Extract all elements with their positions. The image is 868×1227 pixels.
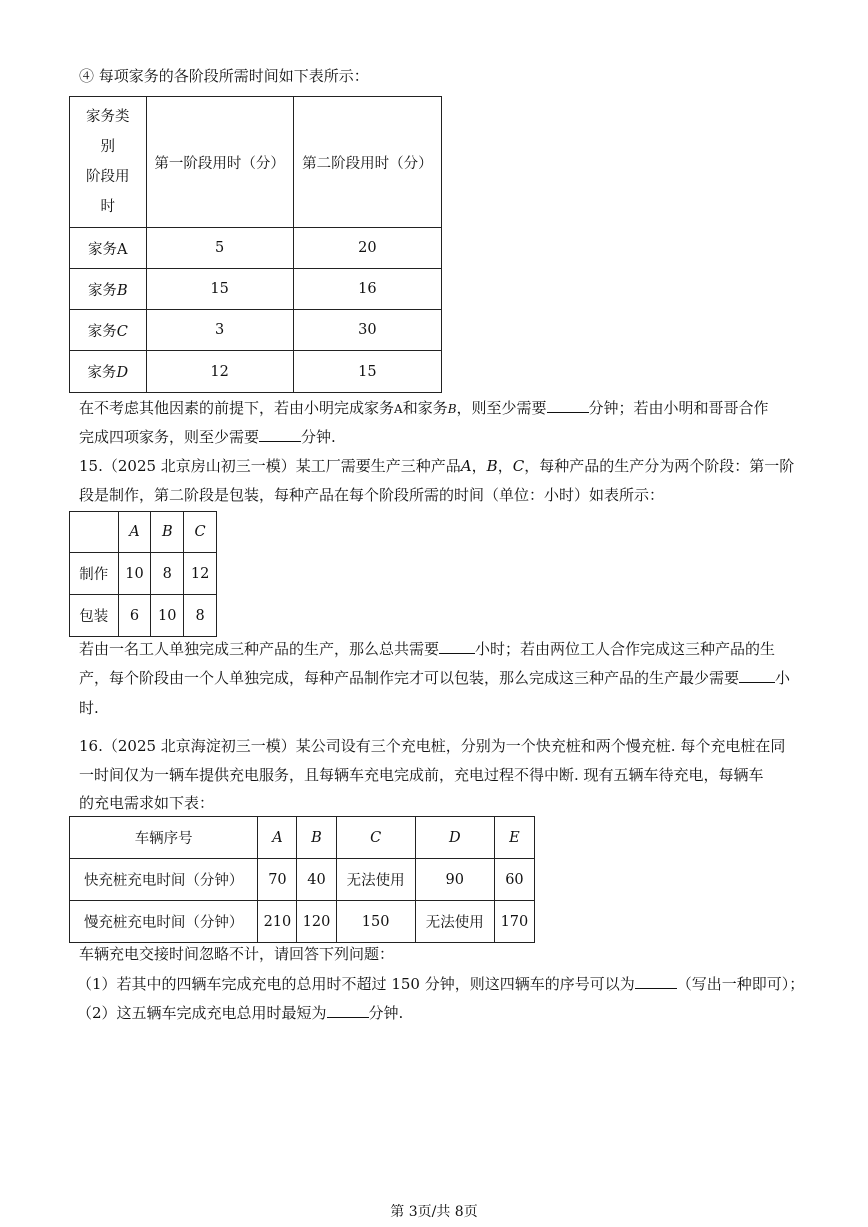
cell: 90 xyxy=(415,859,494,901)
header-cell: B xyxy=(151,512,184,553)
cell: 8 xyxy=(184,595,217,637)
table-row xyxy=(70,859,535,901)
cell: 30 xyxy=(293,310,441,351)
cell: 无法使用 xyxy=(336,859,415,901)
answer-blank[interactable] xyxy=(327,1003,369,1018)
table-row xyxy=(70,269,442,310)
q15-question-line3: 时. xyxy=(79,699,99,717)
cell: 150 xyxy=(336,901,415,943)
q14-header-stage2: 第二阶段用时（分） xyxy=(293,97,441,228)
cell: 40 xyxy=(297,859,336,901)
cell: 6 xyxy=(118,595,151,637)
header-cell: A xyxy=(258,817,297,859)
row-label: 家务C xyxy=(70,310,147,351)
row-label: 家务B xyxy=(70,269,147,310)
cell: 16 xyxy=(293,269,441,310)
corner-line: 别 xyxy=(100,139,116,155)
table-row xyxy=(70,553,217,595)
row-label: 制作 xyxy=(70,553,119,595)
cell: 120 xyxy=(297,901,336,943)
q16-stem-line3: 的充电需求如下表： xyxy=(79,794,215,812)
table-row xyxy=(70,351,442,393)
page-footer: 第 3页/共 8页 xyxy=(390,1204,478,1220)
cell: 3 xyxy=(146,310,293,351)
row-label: 快充桩充电时间（分钟） xyxy=(70,859,258,901)
cell: 170 xyxy=(494,901,534,943)
answer-blank[interactable] xyxy=(635,974,677,989)
q14-question-line2: 完成四项家务，则至少需要 分钟. xyxy=(79,428,336,446)
q14-header-stage1: 第一阶段用时（分） xyxy=(146,97,293,228)
cell: 210 xyxy=(258,901,297,943)
q15-question-line1: 若由一名工人单独完成三种产品的生产，那么总共需要 小时；若由两位工人合作完成这三种产品的生 xyxy=(79,640,776,658)
row-label: 包装 xyxy=(70,595,119,637)
corner-cell: 车辆序号 xyxy=(70,817,258,859)
cell: 12 xyxy=(184,553,217,595)
corner-line: 家务类 xyxy=(86,109,130,125)
q14-intro: ④ 每项家务的各阶段所需时间如下表所示： xyxy=(79,67,369,85)
cell: 5 xyxy=(146,228,293,269)
corner-cell xyxy=(70,512,119,553)
header-cell: E xyxy=(494,817,534,859)
answer-blank[interactable] xyxy=(547,398,589,413)
q16-sub2: （2）这五辆车完成充电总用时最短为 分钟. xyxy=(77,1004,404,1022)
cell: 10 xyxy=(151,595,184,637)
cell: 15 xyxy=(293,351,441,393)
q15-stem-line2: 段是制作，第二阶段是包装，每种产品在每个阶段所需的时间（单位：小时）如表所示： xyxy=(79,486,665,504)
q16-stem-line1: 16.（2025 北京海淀初三一模）某公司设有三个充电桩，分别为一个快充桩和两个慢充桩. 每个充电桩在同 xyxy=(79,737,786,755)
q15-stem-line1: 15.（2025 北京房山初三一模）某工厂需要生产三种产品A，B，C，每种产品的生产分为两个阶段：第一阶 xyxy=(79,457,795,475)
table-row xyxy=(70,310,442,351)
q15-question-line2: 产，每个阶段由一个人单独完成，每种产品制作完才可以包装，那么完成这三种产品的生产最少需要 小 xyxy=(79,669,791,687)
q15-table xyxy=(69,511,217,637)
q14-corner-cell xyxy=(70,97,147,228)
answer-blank[interactable] xyxy=(739,668,775,683)
cell: 10 xyxy=(118,553,151,595)
answer-blank[interactable] xyxy=(439,639,475,654)
q16-sub1: （1）若其中的四辆车完成充电的总用时不超过 150 分钟，则这四辆车的序号可以为 （写出一种即可）； xyxy=(77,975,805,993)
header-cell: D xyxy=(415,817,494,859)
cell: 15 xyxy=(146,269,293,310)
cell: 60 xyxy=(494,859,534,901)
table-row xyxy=(70,901,535,943)
cell: 12 xyxy=(146,351,293,393)
cell: 8 xyxy=(151,553,184,595)
header-cell: A xyxy=(118,512,151,553)
row-label: 家务D xyxy=(70,351,147,393)
corner-line: 阶段用 xyxy=(86,169,130,185)
header-cell: B xyxy=(297,817,336,859)
cell: 20 xyxy=(293,228,441,269)
cell: 70 xyxy=(258,859,297,901)
q16-table xyxy=(69,816,535,943)
header-cell: C xyxy=(336,817,415,859)
header-cell: C xyxy=(184,512,217,553)
row-label: 家务A xyxy=(70,228,147,269)
q16-note: 车辆充电交接时间忽略不计，请回答下列问题： xyxy=(79,945,395,963)
row-label: 慢充桩充电时间（分钟） xyxy=(70,901,258,943)
corner-line: 时 xyxy=(100,199,116,215)
q16-stem-line2: 一时间仅为一辆车提供充电服务，且每辆车充电完成前，充电过程不得中断. 现有五辆车待充电，每辆车 xyxy=(79,766,764,784)
table-row xyxy=(70,595,217,637)
q14-table xyxy=(69,96,442,393)
answer-blank[interactable] xyxy=(259,427,301,442)
cell: 无法使用 xyxy=(415,901,494,943)
q14-question-line1: 在不考虑其他因素的前提下，若由小明完成家务A和家务B，则至少需要 分钟；若由小明和哥哥合作 xyxy=(79,399,769,417)
table-row xyxy=(70,228,442,269)
